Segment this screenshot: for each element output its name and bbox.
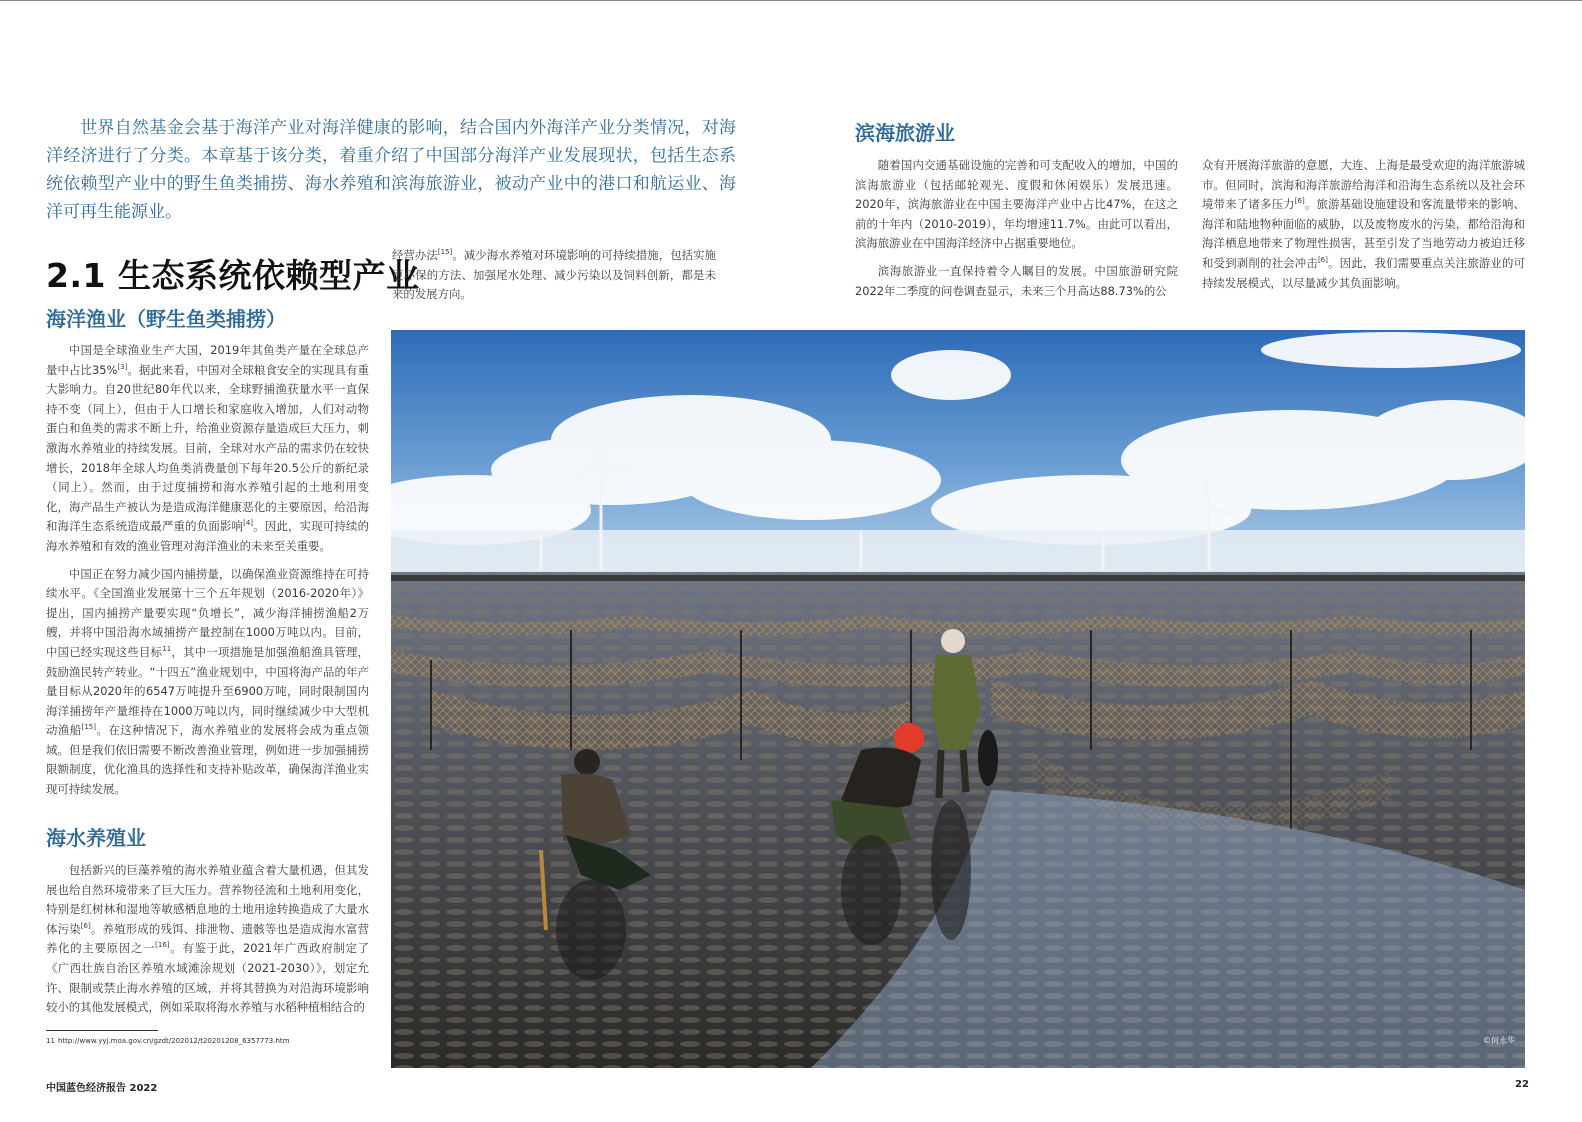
fishing-paragraph-2: 中国正在努力减少国内捕捞量，以确保渔业资源维持在可持续水平。《全国渔业发展第十三个五年规划（2016-2020年）》提出，国内捕捞产量要实现“负增长”，减少海洋捕捞渔船2万艘，并将中国沿海水域捕捞产量控制在1000万吨以内。目前，中国已经实现这些目标$^{11}$，其中一项措施是加强渔船渔具管理，鼓励渔民转产转业。“十四五”渔业规划中，中国将海产品的年产量目标从2020年的6547万吨提升至6900万吨，同时限制国内海洋捕捞年产量维持在1000万吨以内，同时继续减少中大型机动渔船[15]。在这种情况下，海水养殖业的发展将会成为重点领域。但是我们依旧需要不断改善渔业管理，例如进一步加强捕捞限额制度，优化渔具的选择性和支持补贴改革，确保海洋渔业实现可持续发展。 (46, 566, 369, 797)
heading-mariculture: 海水养殖业 (46, 826, 146, 850)
mariculture-continued (392, 246, 716, 313)
fishing-paragraph-1: 中国是全球渔业生产大国，2019年其鱼类产量在全球总产量中占比35%[3]。据此来看，中国对全球粮食安全的实现具有重大影响力。自20世纪80年代以来，全球野捕渔获量水平一直保持不变（同上），但由于人口增长和家庭收入增加，人们对动物蛋白和鱼类的需求不断上升，给渔业资源存量造成巨大压力，刺激海水养殖业的持续发展。目前，全球对水产品的需求仍在较快增长，2018年全球人均鱼类消费量创下每年20.5公斤的新纪录（同上）。然而，由于过度捕捞和海水养殖引起的土地利用变化，海产品生产被认为是造成海洋健康恶化的主要原因，给沿海和海洋生态系统造成最严重的负面影响[4]。因此，实现可持续的海水养殖和有效的渔业管理对海洋渔业的未来至关重要。 (46, 343, 369, 553)
citation: [3] (117, 362, 128, 371)
report-title-footer: 中国蓝色经济报告 2022 (46, 1083, 158, 1094)
photo-credit: ©何永华 (1483, 1036, 1515, 1045)
citation: [6] (80, 921, 91, 930)
citation: [6] (1294, 197, 1305, 206)
tourism-body-col1 (855, 156, 1178, 309)
citation: [6] (1317, 256, 1328, 265)
footnote-link[interactable]: http://www.yyj.moa.gov.cn/gzdt/202012/t20201208_6357773.htm (58, 1037, 290, 1045)
heading-tourism: 滨海旅游业 (855, 121, 955, 145)
citation: [15] (437, 248, 453, 257)
footnote-rule (46, 1030, 158, 1031)
heading-fishing: 海洋渔业（野生鱼类捕捞） (46, 307, 286, 331)
mariculture-paragraph-cont: 经营办法[15]。减少海水养殖对环境影响的可持续措施，包括实施更环保的方法、加强尾水处理、减少污染以及饲料创新，都是未来的发展方向。 (392, 248, 716, 302)
chapter-intro (46, 114, 736, 226)
citation: [15] (81, 723, 96, 732)
intro-text: 世界自然基金会基于海洋产业对海洋健康的影响，结合国内外海洋产业分类情况，对海洋经济进行了分类。本章基于该分类，着重介绍了中国部分海洋产业发展现状，包括生态系统依赖型产业中的野生鱼类捕捞、海水养殖和滨海旅游业，被动产业中的港口和航运业、海洋可再生能源业。 (46, 118, 736, 222)
citation: [4] (243, 519, 254, 528)
footnote-number: 11 (46, 1037, 55, 1045)
page-number: 22 (1515, 1079, 1529, 1090)
tourism-body-col2 (1202, 156, 1525, 301)
fishing-body (46, 341, 369, 808)
tourism-paragraph-2: 滨海旅游业一直保持着令人瞩目的发展。中国旅游研究院2022年二季度的问卷调查显示，未来三个月高达88.73%的公 (855, 263, 1178, 298)
photo-illustration (391, 330, 1525, 1068)
top-rule (0, 0, 1582, 1)
mariculture-body (46, 861, 369, 1026)
footnote (46, 1037, 290, 1045)
footnote-marker[interactable]: 11 (162, 645, 172, 654)
tourism-paragraph-3: 众有开展海洋旅游的意愿，大连、上海是最受欢迎的海洋旅游城市。但同时，滨海和海洋旅游给海洋和沿海生态系统以及社会环境带来了诸多压力[6]。旅游基础设施建设和客流量带来的影响、海洋和陆地物种面临的威胁，以及废物废水的污染，都给沿海和海洋栖息地带来了物理性损害，甚至引发了当地劳动力被迫迁移和受到剥削的社会冲击[6]。因此，我们需要重点关注旅游业的可持续发展模式，以尽量减少其负面影响。 (1202, 158, 1525, 290)
mariculture-paragraph-1: 包括新兴的巨藻养殖的海水养殖业蕴含着大量机遇，但其发展也给自然环境带来了巨大压力。营养物径流和土地利用变化，特别是红树林和湿地等敏感栖息地的土地用途转换造成了大量水体污染[6]。养殖形成的残饵、排泄物、遗骸等也是造成海水富营养化的主要原因之一[16]。有鉴于此，2021年广西政府制定了《广西壮族自治区养殖水域滩涂规划（2021-2030）》，划定允许、限制或禁止海水养殖的区域，并将其替换为对沿海环境影响较小的其他发展模式，例如采取将海水养殖与水稻种植相结合的 (46, 863, 369, 1015)
tidal-flat-photo (391, 330, 1525, 1068)
tourism-paragraph-1: 随着国内交通基础设施的完善和可支配收入的增加，中国的滨海旅游业（包括邮轮观光、度假和休闲娱乐）发展迅速。2020年，滨海旅游业在中国主要海洋产业中占比47%，在这之前的十年内（2010-2019），年均增速11.7%。由此可以看出，滨海旅游业在中国海洋经济中占据重要地位。 (855, 158, 1178, 251)
citation: [16] (155, 941, 170, 950)
section-title: 2.1 生态系统依赖型产业 (46, 256, 420, 295)
